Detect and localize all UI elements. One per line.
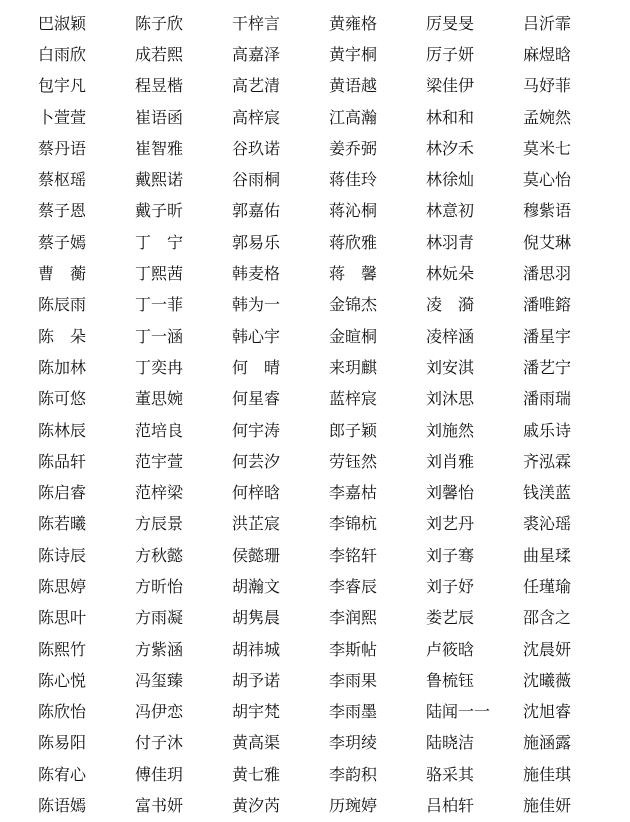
name-cell: 陈 朵 (38, 326, 87, 346)
name-cell: 方紫涵 (135, 639, 184, 659)
name-cell: 崔智雅 (135, 138, 184, 158)
name-cell: 倪艾琳 (523, 232, 572, 252)
name-cell: 郭嘉佑 (232, 201, 281, 221)
name-cell: 林徐灿 (426, 170, 475, 190)
name-cell: 陈思叶 (38, 608, 87, 628)
name-cell: 方昕怡 (135, 576, 184, 596)
name-cell: 施佳琪 (523, 764, 572, 784)
name-cell: 丁 宁 (135, 232, 184, 252)
name-cell: 穆紫语 (523, 201, 572, 221)
name-cell: 鲁梳钰 (426, 670, 475, 690)
name-cell: 马妤菲 (523, 76, 572, 96)
name-cell: 胡瀚文 (232, 576, 281, 596)
name-cell: 梁佳伊 (426, 76, 475, 96)
name-list-grid (38, 8, 620, 822)
name-cell: 潘思羽 (523, 264, 572, 284)
name-cell: 方辰景 (135, 514, 184, 534)
name-cell: 刘沐思 (426, 389, 475, 409)
name-cell: 劳钰然 (329, 451, 378, 471)
name-cell: 韩为一 (232, 295, 281, 315)
name-cell: 高嘉泽 (232, 44, 281, 64)
name-cell: 方雨凝 (135, 608, 184, 628)
name-cell: 刘肖雅 (426, 451, 475, 471)
name-cell: 陈启睿 (38, 483, 87, 503)
name-cell: 傅佳玥 (135, 764, 184, 784)
name-cell: 何 晴 (232, 357, 281, 377)
name-cell: 黄宇桐 (329, 44, 378, 64)
name-cell: 潘唯鎔 (523, 295, 572, 315)
name-cell: 陈品轩 (38, 451, 87, 471)
name-cell: 胡隽晨 (232, 608, 281, 628)
name-cell: 蔡枢瑶 (38, 170, 87, 190)
name-cell: 李嘉枯 (329, 483, 378, 503)
name-cell: 韩心宇 (232, 326, 281, 346)
name-cell: 历琬婷 (329, 796, 378, 816)
name-cell: 黄汐芮 (232, 796, 281, 816)
name-cell: 厉旻旻 (426, 13, 475, 33)
name-cell: 娄艺辰 (426, 608, 475, 628)
name-cell: 洪芷宸 (232, 514, 281, 534)
name-cell: 胡予诺 (232, 670, 281, 690)
name-cell: 黄语越 (329, 76, 378, 96)
name-cell: 沈旭睿 (523, 702, 572, 722)
name-cell: 李润熙 (329, 608, 378, 628)
name-cell: 丁熙茜 (135, 264, 184, 284)
name-cell: 卢筱晗 (426, 639, 475, 659)
name-cell: 蔡丹语 (38, 138, 87, 158)
name-cell: 来玥麒 (329, 357, 378, 377)
name-cell: 付子沐 (135, 733, 184, 753)
name-cell: 崔语函 (135, 107, 184, 127)
name-cell: 凌梓涵 (426, 326, 475, 346)
name-cell: 邵含之 (523, 608, 572, 628)
name-cell: 林汐禾 (426, 138, 475, 158)
name-cell: 钱渼蓝 (523, 483, 572, 503)
name-cell: 胡宇梵 (232, 702, 281, 722)
name-cell: 沈曦薇 (523, 670, 572, 690)
name-cell: 胡祎城 (232, 639, 281, 659)
name-cell: 林意初 (426, 201, 475, 221)
name-cell: 齐泓霖 (523, 451, 572, 471)
name-cell: 李雨墨 (329, 702, 378, 722)
name-cell: 李玥绫 (329, 733, 378, 753)
name-cell: 高艺清 (232, 76, 281, 96)
name-cell: 厉子妍 (426, 44, 475, 64)
name-cell: 干梓言 (232, 13, 281, 33)
name-cell: 程昱楷 (135, 76, 184, 96)
name-cell: 沈晨妍 (523, 639, 572, 659)
name-cell: 林羽青 (426, 232, 475, 252)
name-cell: 曹 蘅 (38, 264, 87, 284)
name-cell: 陈林辰 (38, 420, 87, 440)
name-cell: 丁一涵 (135, 326, 184, 346)
name-cell: 陆晓洁 (426, 733, 475, 753)
name-cell: 李睿辰 (329, 576, 378, 596)
name-cell: 陈语嫣 (38, 796, 87, 816)
name-cell: 林和和 (426, 107, 475, 127)
name-cell: 陈易阳 (38, 733, 87, 753)
name-cell: 陈加林 (38, 357, 87, 377)
name-cell: 施佳妍 (523, 796, 572, 816)
name-cell: 任瑾瑜 (523, 576, 572, 596)
name-cell: 谷雨桐 (232, 170, 281, 190)
name-cell: 李雨果 (329, 670, 378, 690)
name-cell: 金锦杰 (329, 295, 378, 315)
name-cell: 蔡子嫣 (38, 232, 87, 252)
name-cell: 巴淑颖 (38, 13, 87, 33)
name-cell: 孟婉然 (523, 107, 572, 127)
name-cell: 白雨欣 (38, 44, 87, 64)
name-cell: 陈欣怡 (38, 702, 87, 722)
name-cell: 戚乐诗 (523, 420, 572, 440)
name-cell: 高梓宸 (232, 107, 281, 127)
name-cell: 陈子欣 (135, 13, 184, 33)
name-cell: 莫心怡 (523, 170, 572, 190)
name-cell: 陈若曦 (38, 514, 87, 534)
name-cell: 韩麦格 (232, 264, 281, 284)
name-cell: 潘星宇 (523, 326, 572, 346)
name-cell: 刘安淇 (426, 357, 475, 377)
name-cell: 李锦杭 (329, 514, 378, 534)
name-cell: 侯懿珊 (232, 545, 281, 565)
name-cell: 黄七雅 (232, 764, 281, 784)
name-cell: 莫米七 (523, 138, 572, 158)
name-cell: 蒋佳玲 (329, 170, 378, 190)
name-cell: 何梓晗 (232, 483, 281, 503)
name-cell: 蓝梓宸 (329, 389, 378, 409)
name-cell: 冯伊恋 (135, 702, 184, 722)
name-cell: 刘子妤 (426, 576, 475, 596)
name-cell: 丁一菲 (135, 295, 184, 315)
name-cell: 卜萱萱 (38, 107, 87, 127)
name-cell: 郭易乐 (232, 232, 281, 252)
name-cell: 施涵露 (523, 733, 572, 753)
name-cell: 裘沁瑶 (523, 514, 572, 534)
name-cell: 蒋欣雅 (329, 232, 378, 252)
name-cell: 陈可悠 (38, 389, 87, 409)
name-cell: 蒋沁桐 (329, 201, 378, 221)
name-cell: 富书妍 (135, 796, 184, 816)
name-cell: 戴熙诺 (135, 170, 184, 190)
name-cell: 何宇涛 (232, 420, 281, 440)
name-cell: 范培良 (135, 420, 184, 440)
name-cell: 陈思婷 (38, 576, 87, 596)
name-cell: 陈辰雨 (38, 295, 87, 315)
name-cell: 陈诗辰 (38, 545, 87, 565)
name-cell: 何芸汐 (232, 451, 281, 471)
name-cell: 范梓梁 (135, 483, 184, 503)
name-cell: 戴子昕 (135, 201, 184, 221)
name-cell: 凌 漪 (426, 295, 475, 315)
name-cell: 谷玖诺 (232, 138, 281, 158)
name-cell: 范宇萱 (135, 451, 184, 471)
name-cell: 黄高渠 (232, 733, 281, 753)
name-cell: 冯玺臻 (135, 670, 184, 690)
name-cell: 李韵积 (329, 764, 378, 784)
name-cell: 姜乔弼 (329, 138, 378, 158)
name-cell: 陈心悦 (38, 670, 87, 690)
name-cell: 陆闻一一 (426, 702, 491, 722)
name-cell: 吕沂霏 (523, 13, 572, 33)
name-cell: 何星睿 (232, 389, 281, 409)
name-cell: 潘艺宁 (523, 357, 572, 377)
name-cell: 黄雍格 (329, 13, 378, 33)
name-cell: 李斯帖 (329, 639, 378, 659)
name-cell: 包宇凡 (38, 76, 87, 96)
name-cell: 江高瀚 (329, 107, 378, 127)
name-cell: 李铭轩 (329, 545, 378, 565)
name-cell: 潘雨瑞 (523, 389, 572, 409)
name-cell: 陈宥心 (38, 764, 87, 784)
name-cell: 丁奕冉 (135, 357, 184, 377)
name-cell: 郎子颖 (329, 420, 378, 440)
name-cell: 方秋懿 (135, 545, 184, 565)
name-cell: 林妧朵 (426, 264, 475, 284)
name-cell: 骆采其 (426, 764, 475, 784)
name-cell: 蔡子恩 (38, 201, 87, 221)
name-cell: 刘馨怡 (426, 483, 475, 503)
name-cell: 刘子骞 (426, 545, 475, 565)
name-cell: 成若熙 (135, 44, 184, 64)
name-cell: 董思婉 (135, 389, 184, 409)
name-cell: 麻煜晗 (523, 44, 572, 64)
name-cell: 蒋 馨 (329, 264, 378, 284)
name-cell: 金暄桐 (329, 326, 378, 346)
name-cell: 陈熙竹 (38, 639, 87, 659)
name-cell: 吕柏轩 (426, 796, 475, 816)
name-cell: 刘施然 (426, 420, 475, 440)
name-cell: 刘艺丹 (426, 514, 475, 534)
name-cell: 曲星瑈 (523, 545, 572, 565)
